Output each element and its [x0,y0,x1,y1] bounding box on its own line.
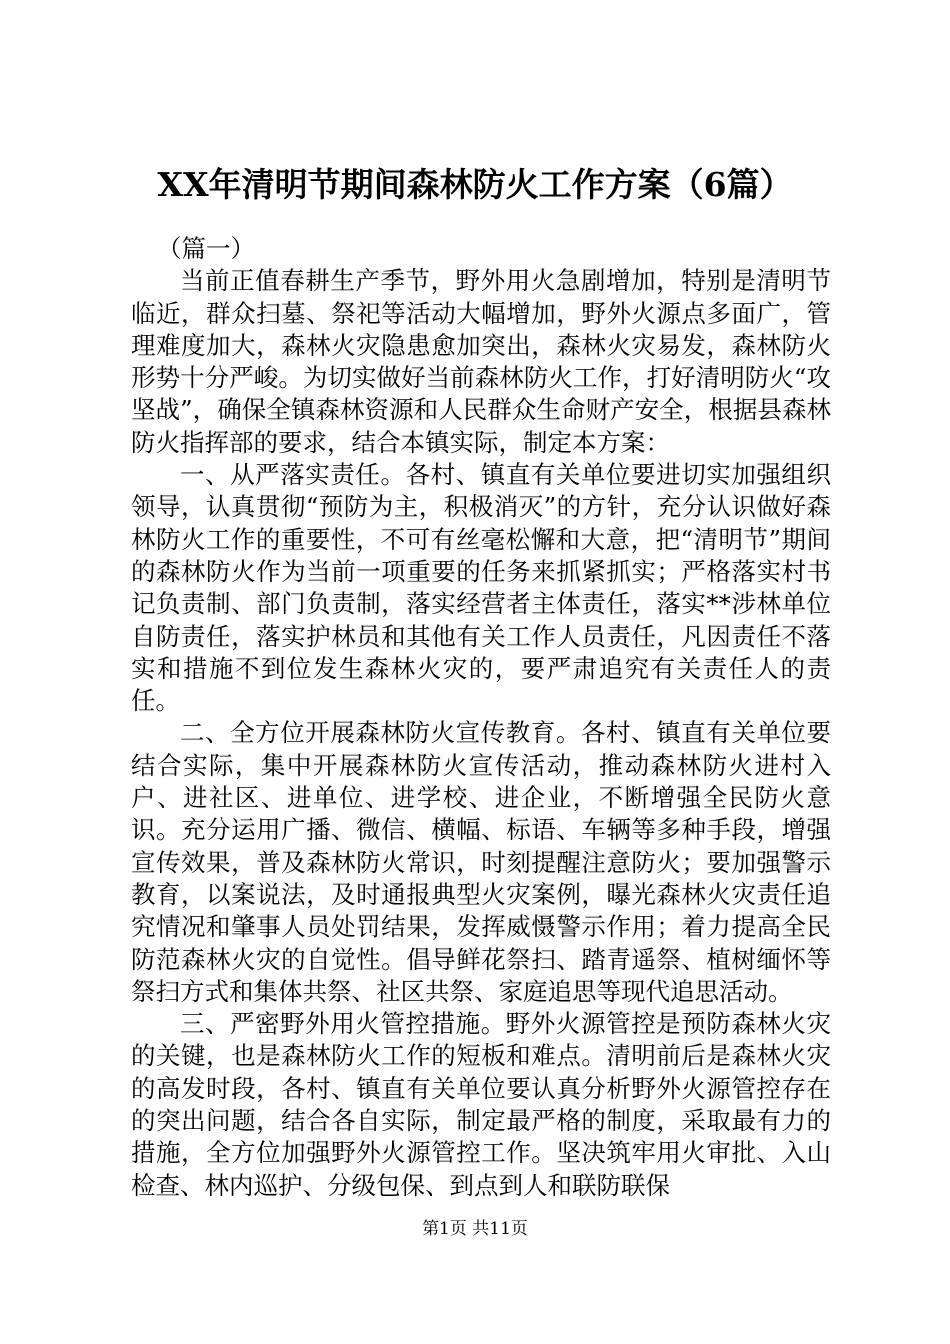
document-body [131,233,831,1202]
paragraph-section-1: 一、从严落实责任。各村、镇直有关单位要进切实加强组织领导，认真贯彻“预防为主，积极消灭”的方针，充分认识做好森林防火工作的重要性，不可有丝毫松懈和大意，把“清明节”期间的森林防火作为当前一项重要的任务来抓紧抓实；严格落实村书记负责制、部门负责制，落实经营者主体责任，落实**涉林单位自防责任，落实护林员和其他有关工作人员责任，凡因责任不落实和措施不到位发生森林火灾的，要严肃追究有关责任人的责任。 [131,460,831,716]
paragraph-section-3: 三、严密野外用火管控措施。野外火源管控是预防森林火灾的关键，也是森林防火工作的短板和难点。清明前后是森林火灾的高发时段，各村、镇直有关单位要认真分析野外火源管控存在的突出问题，结合各自实际，制定最严格的制度，采取最有力的措施，全方位加强野外火源管控工作。坚决筑牢用火审批、入山检查、林内巡护、分级包保、到点到人和联防联保 [131,1009,831,1200]
section-label: （篇一） [157,234,255,263]
document-title: XX年清明节期间森林防火工作方案（6篇） [157,165,793,204]
page-footer [0,1218,950,1240]
paragraph-intro: 当前正值春耕生产季节，野外用火急剧增加，特别是清明节临近，群众扫墓、祭祀等活动大幅增加，野外火源点多面广，管理难度加大，森林火灾隐患愈加突出，森林火灾易发，森林防火形势十分严峻。为切实做好当前森林防火工作，打好清明防火“攻坚战”，确保全镇森林资源和人民群众生命财产安全，根据县森林防火指挥部的要求，结合本镇实际，制定本方案： [131,266,831,457]
page-number: 第1页 共11页 [422,1219,528,1239]
paragraph-section-2: 二、全方位开展森林防火宣传教育。各村、镇直有关单位要结合实际，集中开展森林防火宣传活动，推动森林防火进村入户、进社区、进单位、进学校、进企业，不断增强全民防火意识。充分运用广播、微信、横幅、标语、车辆等多种手段，增强宣传效果，普及森林防火常识，时刻提醒注意防火；要加强警示教育，以案说法，及时通报典型火灾案例，曝光森林火灾责任追究情况和肇事人员处罚结果，发挥威慑警示作用；着力提高全民防范森林火灾的自觉性。倡导鲜花祭扫、踏青遥祭、植树缅怀等祭扫方式和集体共祭、社区共祭、家庭追思等现代追思活动。 [131,718,831,1006]
